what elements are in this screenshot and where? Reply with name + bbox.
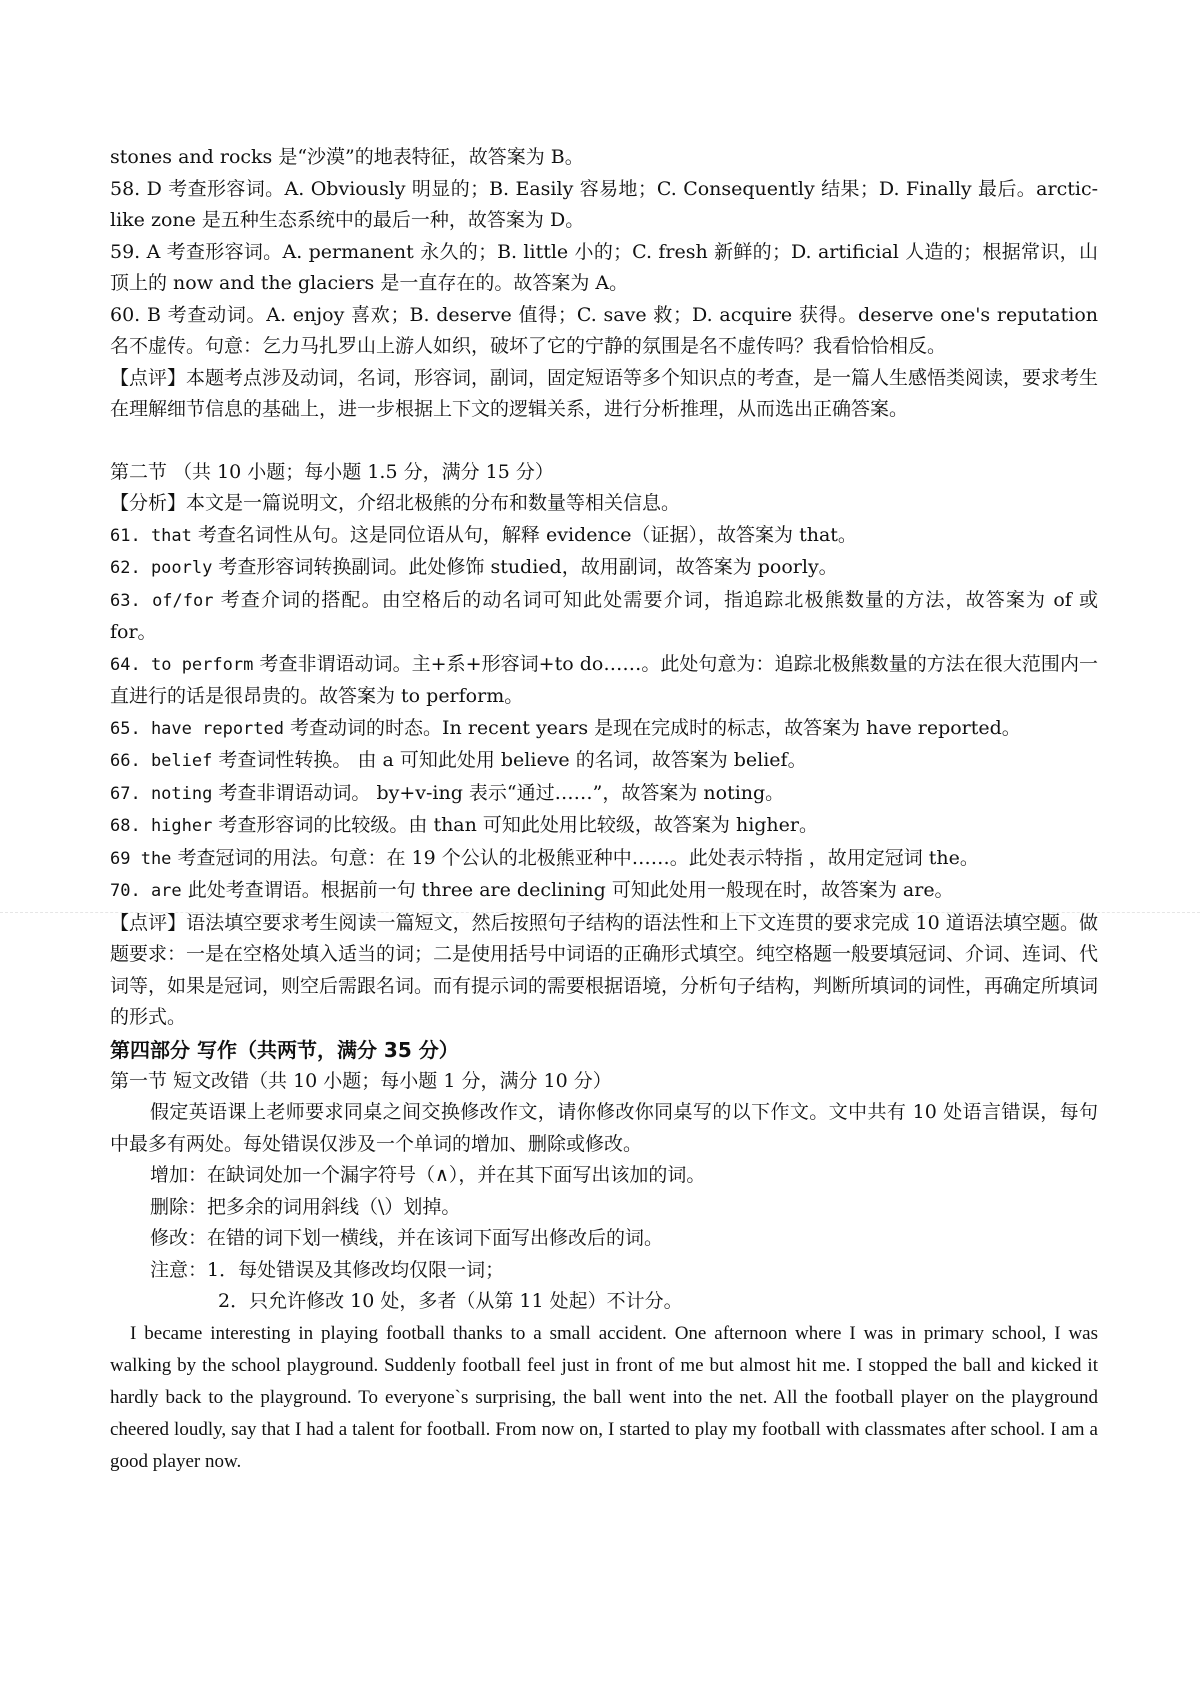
answer-explanation: 考查词性转换。 由 a 可知此处用 believe 的名词，故答案为 belief。 [212,749,807,771]
answer-item [110,649,1098,713]
answer-item [110,552,1098,585]
answer-60: 60. B 考查动词。A. enjoy 喜欢；B. deserve 值得；C. save 救；D. acquire 获得。deserve one's reputation 名不虚传。句意：乞力马扎罗山上游人如织，破坏了它的宁静的氛围是名不虚传吗？我看恰恰相反。 [110,303,1098,357]
answer-explanation: 考查形容词的比较级。由 than 可知此处用比较级，故答案为 higher。 [212,814,818,836]
review-section2: 【点评】语法填空要求考生阅读一篇短文，然后按照句子结构的语法性和上下文连贯的要求完成 10 道语法填空题。做题要求：一是在空格处填入适当的词；二是使用括号中词语的正确形式填空。纯空格题一般要填冠词、介词、连词、代词等，如果是冠词，则空后需跟名词。而有提示词的需要根据语境，分析句子结构，判断所填词的词性，再确定所填词的形式。 [110,911,1099,1028]
answer-word: 66. belief [110,751,213,771]
section2-title: 第二节 （共 10 小题；每小题 1.5 分，满分 15 分） [110,460,554,483]
q57-tail: stones and rocks 是“沙漠”的地表特征，故答案为 B。 [110,146,584,168]
answer-word: 68. higher [110,816,213,836]
answer-word: 61. that [110,525,192,546]
answer-item [110,810,1098,843]
spacer [110,426,1098,457]
answer-item [110,520,1098,553]
answer-word: 67. noting [110,783,213,804]
answer-explanation: 考查介词的搭配。由空格后的动名词可知此处需要介词，指追踪北极熊数量的方法，故答案为 of 或 for。 [110,588,1098,643]
answer-explanation: 考查非谓语动词。 by+v-ing 表示“通过……”，故答案为 noting。 [212,781,785,804]
answer-item [110,745,1098,778]
answer-58: 58. D 考查形容词。A. Obviously 明显的；B. Easily 容易地；C. Consequently 结果；D. Finally 最后。arctic-like zone 是五种生态系统中的最后一种，故答案为 D。 [110,177,1098,231]
add-rule: 增加：在缺词处加一个漏字符号（∧），并在其下面写出该加的词。 [150,1164,706,1186]
answer-list [110,520,1098,908]
instruction: 假定英语课上老师要求同桌之间交换修改作文，请你修改你同桌写的以下作文。文中共有 10 处语言错误，每句中最多有两处。每处错误仅涉及一个单词的增加、删除或修改。 [110,1101,1098,1155]
answer-word: 70. are [110,881,182,901]
answer-item [110,843,1098,876]
note-1: 注意：1．每处错误及其修改均仅限一词； [150,1258,505,1281]
answer-word: 69 the [110,848,172,869]
answer-word: 62. poorly [110,558,213,578]
answer-word: 65. have reported [110,718,284,739]
answer-item [110,585,1098,649]
answer-explanation: 考查名词性从句。这是同位语从句，解释 evidence（证据），故答案为 that。 [191,523,857,546]
delete-rule: 删除：把多余的词用斜线（\）划掉。 [150,1195,461,1218]
section2-analysis: 【分析】本文是一篇说明文，介绍北极熊的分布和数量等相关信息。 [110,492,681,514]
document-page [110,142,1098,1478]
answer-explanation: 考查冠词的用法。句意：在 19 个公认的北极熊亚种中……。此处表示特指 ，故用定冠词 the。 [171,846,979,869]
part4-section1-title: 第一节 短文改错（共 10 小题；每小题 1 分，满分 10 分） [110,1069,612,1092]
essay-text: I became interesting in playing football thanks to a small accident. One afternoon where I was in primary school, I was walking by the school playground. Suddenly football feel just in front of me but almost hit me. I stopped the ball and kicked it hardly back to the playground. To everyone`s surprising, the ball went into the net. All the football player on the playground cheered loudly, say that I had a talent for football. From now on, I started to play my football with classmates after school. I am a good player now. [110,1322,1098,1472]
answer-59: 59. A 考查形容词。A. permanent 永久的；B. little 小的；C. fresh 新鲜的；D. artificial 人造的；根据常识，山顶上的 now and the glaciers 是一直存在的。故答案为 A。 [110,240,1098,294]
answer-word: 63. of/for [110,590,214,611]
answer-explanation: 考查非谓语动词。主+系+形容词+to do……。此处句意为：追踪北极熊数量的方法在很大范围内一直进行的话是很昂贵的。故答案为 to perform。 [110,652,1098,707]
modify-rule: 修改：在错的词下划一横线，并在该词下面写出修改后的词。 [150,1227,664,1249]
answer-item [110,713,1098,746]
answer-item [110,778,1098,811]
answer-word: 64. to perform [110,654,254,675]
review-part3: 【点评】本题考点涉及动词，名词，形容词，副词，固定短语等多个知识点的考查，是一篇人生感悟类阅读，要求考生在理解细节信息的基础上，进一步根据上下文的逻辑关系，进行分析推理，从而选出正确答案。 [110,366,1099,420]
answer-explanation: 考查动词的时态。In recent years 是现在完成时的标志，故答案为 have reported。 [284,716,1021,739]
note-2: 2．只允许修改 10 处，多者（从第 11 处起）不计分。 [218,1290,683,1312]
answer-explanation: 考查形容词转换副词。此处修饰 studied，故用副词，故答案为 poorly。 [212,556,838,578]
part4-heading: 第四部分 写作（共两节，满分 35 分） [110,1037,459,1062]
answer-explanation: 此处考查谓语。根据前一句 three are declining 可知此处用一般现在时，故答案为 are。 [181,879,954,901]
answer-item [110,875,1098,908]
